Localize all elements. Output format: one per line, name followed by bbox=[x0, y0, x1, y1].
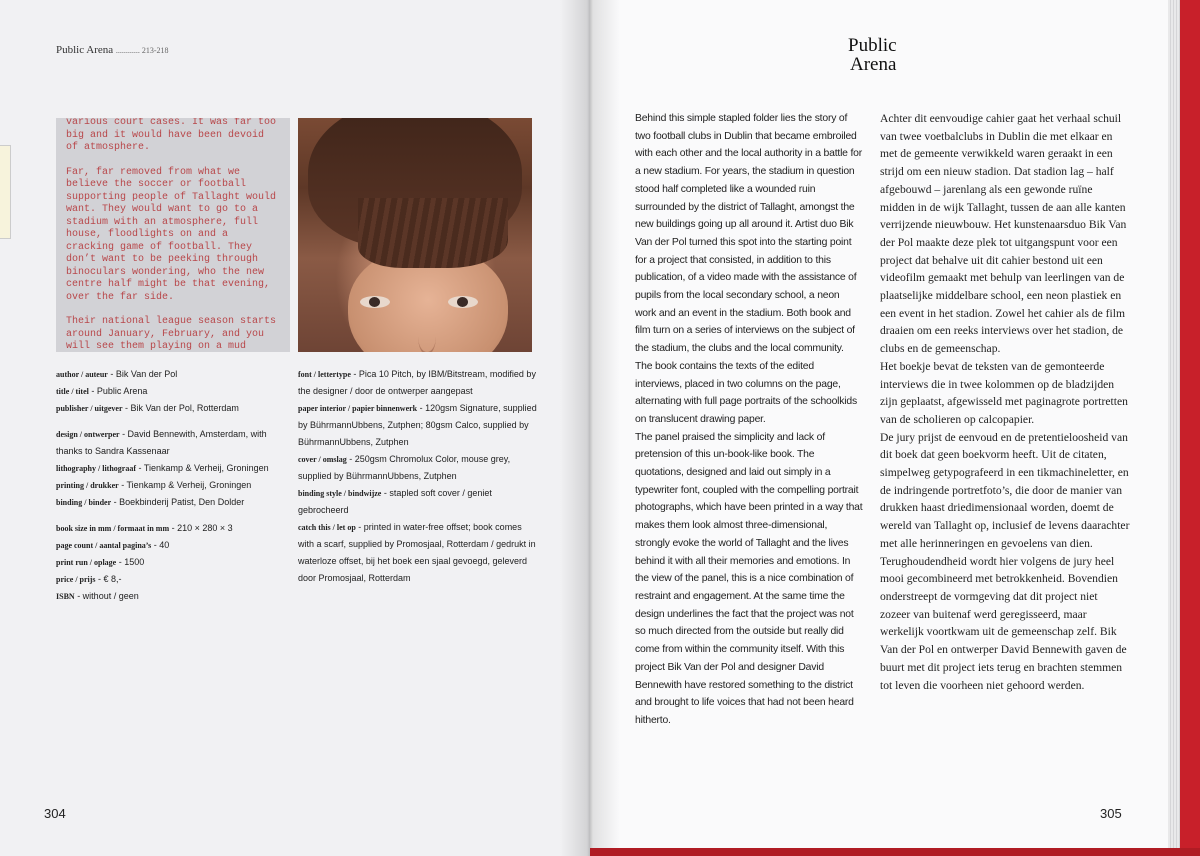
body-paragraph: The panel praised the simplicity and lack of pretension of this un-book-like book. The quotations, designed and laid out simply in a typewriter font, coupled with the compelling portrait photographs, which have been printed in a way that makes them look almost three-dimensional, strongly evoke the world of Tallaght and the lives behind it with all their memories and emotions. In the view of the panel, this is a nice combination of restraint and engagement. At the same time the design underlines the fact that the project was not so much directed from the outside but really did come from within the community itself. With this project Bik Van der Pol and designer David Bennewith have restored something to the district and brought to life voices that had not been heard hitherto. bbox=[635, 431, 863, 726]
credit-value: - 1500 bbox=[116, 557, 145, 567]
page-title bbox=[848, 36, 897, 74]
credit-label: font / lettertype bbox=[298, 370, 351, 379]
credit-line bbox=[56, 537, 292, 554]
body-paragraph: Het boekje bevat de teksten van de gemonteerde interviews die in twee kolommen op de bladzijden zijn geplaatst, afgewisseld met paginagrote portretten van de scholieren op calcopapier. bbox=[880, 359, 1128, 426]
typewriter-paragraph: various court cases. It was far too big and it would have been devoid of atmosphere. bbox=[66, 118, 277, 153]
body-paragraph: Achter dit eenvoudige cahier gaat het verhaal schuil van twee voetbalclubs in Dublin die met elkaar en met de gemeente verwikkeld waren geraakt in een strijd om een nieuw stadion. Dat stadion lag – half afgebouwd – jarenlang als een gewonde ruïne midden in de wijk Tallaght, tussen de aan alle kanten verrijzende nieuwbouw. Het kunstenaarsduo Bik Van der Pol maakte deze plek tot uitgangspunt voor een project dat behalve uit dit cahier bestond uit een videofilm gemaakt met behulp van leerlingen van de plaatselijke middelbare school, een neon plastiek en een event in het stadion. Zowel het cahier als de film draaien om een reeks interviews over het stadion, de clubs en de gemeenschap. bbox=[880, 112, 1127, 356]
credit-label: title / titel bbox=[56, 387, 89, 396]
credit-line bbox=[298, 366, 538, 400]
portrait-fringe bbox=[358, 198, 508, 268]
running-head-range: ............ 213-218 bbox=[115, 46, 169, 55]
credit-value: - Tienkamp & Verheij, Groningen bbox=[118, 480, 252, 490]
credit-label: lithography / lithograaf bbox=[56, 464, 137, 473]
credit-label: price / prijs bbox=[56, 575, 96, 584]
credit-line bbox=[56, 520, 292, 537]
running-head-title: Public Arena bbox=[56, 44, 114, 56]
credit-label: binding style / bindwijze bbox=[298, 489, 382, 498]
page-tab bbox=[0, 145, 11, 239]
credit-label: author / auteur bbox=[56, 370, 108, 379]
body-paragraph: De jury prijst de eenvoud en de pretentieloosheid van dit boek dat geen boekvorm heeft. Uit de citaten, simpelweg getypografeerd in een tikmachineletter, en de indringende portretfoto’s, die door de manier van drukken haast driedimensionaal worden, doemt de wereld van Tallaght op, inclusief de levens daarachter met alle herinneringen en gevoelens van dien. Terughoudendheid wordt hier volgens de jury heel mooi gecombineerd met betrokkenheid. Bovendien onderstreept de vormgeving dat dit project niet zozeer van buitenaf werd geregisseerd, maar werkelijk voortkwam uit de gemeenschap zelf. Bik Van der Pol en ontwerper David Bennewith gaven de buurt met dit project iets terug en brachten stemmen tot leven die voorheen niet gehoord werden. bbox=[880, 430, 1130, 692]
credit-label: catch this / let op bbox=[298, 523, 356, 532]
page-number-left: 304 bbox=[44, 806, 66, 821]
book-gutter bbox=[560, 0, 620, 856]
portrait-photo bbox=[298, 118, 532, 352]
credit-value: - stapled soft cover / geniet gebrocheerd bbox=[298, 488, 492, 515]
typewriter-paragraph: Their national league season starts around January, February, and you will see them playing on a mud bbox=[66, 316, 277, 352]
credit-label: publisher / uitgever bbox=[56, 404, 123, 413]
credit-label: cover / omslag bbox=[298, 455, 347, 464]
credit-value: - Public Arena bbox=[88, 386, 148, 396]
left-page bbox=[0, 0, 590, 856]
credit-value: - without / geen bbox=[74, 591, 139, 601]
credit-line bbox=[56, 571, 292, 588]
credit-line bbox=[56, 588, 292, 605]
cover-edge-bottom bbox=[590, 848, 1200, 856]
credit-line bbox=[56, 494, 292, 511]
credit-value: - 40 bbox=[151, 540, 170, 550]
credit-value: - Bik Van der Pol bbox=[107, 369, 178, 379]
credit-line bbox=[56, 477, 292, 494]
credit-label: page count / aantal pagina’s bbox=[56, 541, 152, 550]
credit-value: - printed in water-free offset; book comes with a scarf, supplied by Promosjaal, Rotterdam / gedrukt in waterloze offset, bij het boek een sjaal gevoegd, geleverd door Promosjaal, Rotterdam bbox=[298, 522, 536, 583]
page-title-line: Arena bbox=[850, 54, 897, 75]
page-title-line: Public bbox=[848, 35, 897, 56]
credit-label: printing / drukker bbox=[56, 481, 119, 490]
body-paragraph: Behind this simple stapled folder lies the story of two football clubs in Dublin that became embroiled with each other and the local authority in a battle for a new stadium. For years, the stadium in question stood half completed like a wounded ruin surrounded by the district of Tallaght, amongst the new buildings going up all around it. Artist duo Bik Van der Pol turned this spot into the starting point for a project that consisted, in addition to this publication, of a video made with the assistance of pupils from the local secondary school, a neon work and an event in the stadium. Both book and film turn on a series of interviews on the subject of the stadium, the clubs and the local community. The book contains the texts of the edited interviews, placed in two columns on the page, alternating with full page portraits of the schoolkids on translucent drawing paper. bbox=[635, 113, 862, 425]
credit-label: book size in mm / formaat in mm bbox=[56, 524, 170, 533]
credit-line bbox=[298, 400, 538, 451]
typewriter-text-image bbox=[56, 118, 290, 352]
credit-value: - Bik Van der Pol, Rotterdam bbox=[122, 403, 239, 413]
credit-line bbox=[56, 383, 292, 400]
credit-value: - Pica 10 Pitch, by IBM/Bitstream, modified by the designer / door de ontwerper aangepast bbox=[298, 369, 536, 396]
credit-value: - Tienkamp & Verheij, Groningen bbox=[136, 463, 269, 473]
page-number-right: 305 bbox=[1100, 806, 1122, 821]
credit-label: design / ontwerper bbox=[56, 430, 120, 439]
credit-line bbox=[56, 554, 292, 571]
cover-edge bbox=[1180, 0, 1200, 856]
credit-line bbox=[298, 519, 538, 587]
credit-value: - 210 × 280 × 3 bbox=[169, 523, 233, 533]
credit-line bbox=[56, 426, 292, 460]
typewriter-paragraph: Far, far removed from what we believe the soccer or football supporting people of Tallaght would want. They would want to go to a stadium with an atmosphere, full house, floodlights on and a cracking game of football. They don’t want to be peeking through binoculars wondering, who the new centre half might be that evening, over the far side. bbox=[66, 166, 277, 303]
running-head bbox=[56, 44, 169, 56]
portrait-nose bbox=[418, 318, 436, 352]
credit-label: print run / oplage bbox=[56, 558, 117, 567]
credit-line bbox=[298, 451, 538, 485]
english-text-column bbox=[635, 110, 863, 730]
credit-label: paper interior / papier binnenwerk bbox=[298, 404, 418, 413]
credit-line bbox=[298, 485, 538, 519]
credits-column-right bbox=[298, 366, 538, 587]
portrait-eye bbox=[360, 296, 390, 308]
credit-label: binding / binder bbox=[56, 498, 112, 507]
credit-line bbox=[56, 366, 292, 383]
credit-label: ISBN bbox=[56, 592, 75, 601]
credit-line bbox=[56, 400, 292, 417]
portrait-eye bbox=[448, 296, 478, 308]
credit-line bbox=[56, 460, 292, 477]
dutch-text-column bbox=[880, 110, 1130, 694]
credit-value: - Boekbinderij Patist, Den Dolder bbox=[111, 497, 245, 507]
credit-value: - 250gsm Chromolux Color, mouse grey, supplied by BührmannUbbens, Zutphen bbox=[298, 454, 511, 481]
credit-value: - David Bennewith, Amsterdam, with thanks to Sandra Kassenaar bbox=[56, 429, 267, 456]
credits-column-left bbox=[56, 366, 292, 605]
credit-value: - 120gsm Signature, supplied by BührmannUbbens, Zutphen; 80gsm Calco, supplied by BührmannUbbens, Zutphen bbox=[298, 403, 537, 447]
credit-value: - € 8,- bbox=[95, 574, 122, 584]
